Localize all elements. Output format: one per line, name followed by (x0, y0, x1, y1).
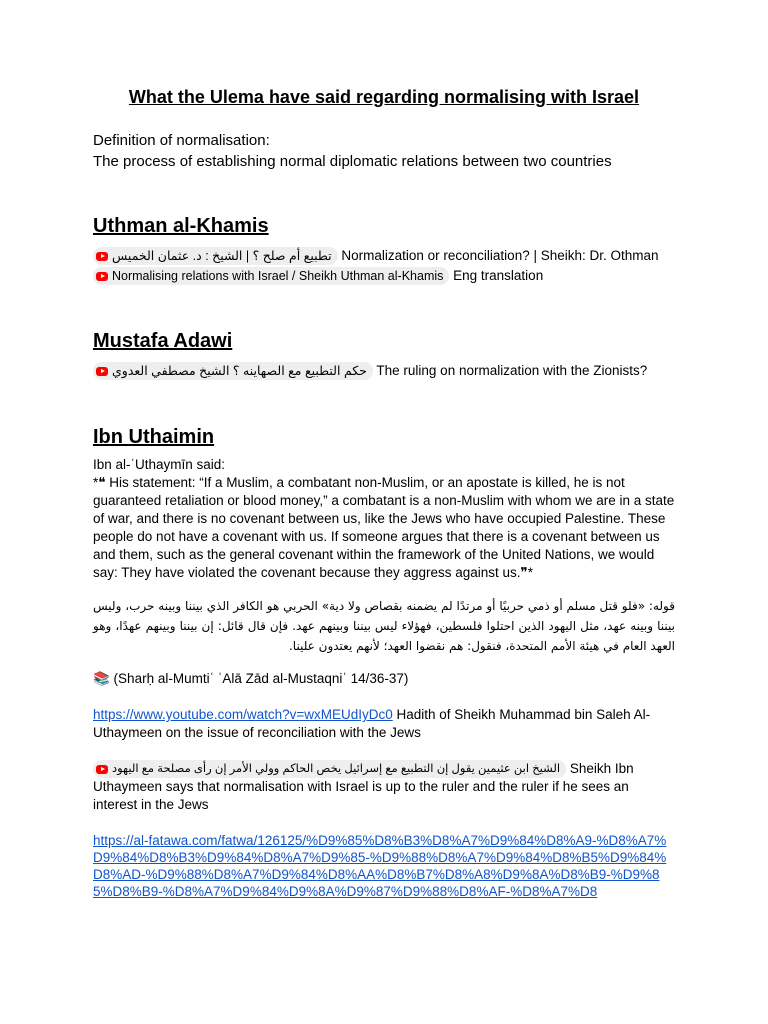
heading-uthman-al-khamis: Uthman al-Khamis (93, 215, 269, 237)
uthaimin-chip-line (93, 760, 675, 814)
uthaimin-youtube-line (93, 706, 675, 742)
uthaimin-quote-english: *❝ His statement: “If a Muslim, a combatant non-Muslim, or an apostate is killed, he is not guaranteed retaliation or blood money,” a combatant is a non-Muslim with whom we are in a state of war, and there is no covenant between us, like the Jews who have occupied Palestine. These people do not have a covenant with us. If someone argues that there is a covenant between us and them, such as the general covenant within the framework of the United Nations, we would say: They have violated the covenant because they aggress against us.❞* (93, 475, 675, 580)
definition-label: Definition of normalisation: (93, 132, 270, 149)
document-title: What the Ulema have said regarding normalising with Israel (128, 87, 640, 107)
uthaimin-source: 📚 (Sharḥ al-Mumtiʿ ʿAlā Zād al-Mustaqniʿ 14/36-37) (93, 671, 409, 686)
youtube-icon (96, 252, 108, 261)
youtube-icon (96, 367, 108, 376)
video-chip-khamis-english[interactable]: Normalising relations with Israel / Sheikh Uthman al-Khamis (93, 267, 449, 285)
khamis-link-1-description: Normalization or reconciliation? | Sheikh: Dr. Othman (337, 248, 659, 263)
definition-text: The process of establishing normal diplomatic relations between two countries (93, 153, 612, 170)
fatawa-link[interactable]: https://al-fatawa.com/fatwa/126125/%D9%85%D8%B3%D8%A7%D9%84%D8%A9-%D8%A7%D9%84%D8%B3%D9%84%D8%A7%D9%85-%D9%88%D8%A7%D9%84%D8%B5%D9%84%D8%AD-%D9%88%D8%A7%D9%84%D8%AA%D8%B7%D8%A8%D9%8A%D8%B9-%D9%85%D8%B9-%D8%A7%D9%84%D9%8A%D9%87%D9%88%D8%AF-%D8%A7%D8 (93, 833, 667, 900)
uthaimin-chip-description: Sheikh Ibn Uthaymeen says that normalisation with Israel is up to the ruler and the ruler if he sees an interest in the Jews (93, 761, 634, 813)
heading-mustafa-adawi: Mustafa Adawi (93, 330, 233, 352)
fatawa-link-line (93, 832, 675, 900)
uthaimin-said: Ibn al-ʿUthaymīn said: (93, 457, 226, 472)
khamis-link-line-2 (93, 266, 675, 286)
video-chip-uthaimin[interactable]: الشيخ ابن عثيمين يقول إن التطبيع مع إسرائيل يخص الحاكم وولي الأمر إن رأى مصلحة مع اليهود (93, 760, 566, 778)
youtube-link[interactable]: https://www.youtube.com/watch?v=wxMEUdIyDc0 (93, 707, 393, 722)
video-chip-adawi[interactable]: حكم التطبيع مع الصهاينه ؟ الشيخ مصطفي العدوي (93, 362, 373, 380)
adawi-link-description: The ruling on normalization with the Zionists? (372, 363, 648, 378)
youtube-icon (96, 272, 108, 281)
uthaimin-quote-arabic: قوله: «فلو قتل مسلم أو ذمي حربيًا أو مرتدًا لم يضمنه بقصاص ولا دية» الحربي هو الكافر الذي بيننا وبينه حرب، وليس بيننا وبينه عهد، مثل اليهود الذين احتلوا فلسطين، فهؤلاء ليس بيننا وبينهم عهد. فإن قال قائل: إن بيننا وبينهم عهدًا، وهو العهد العام في هيئة الأمم المتحدة، فنقول: هم نقضوا العهد؛ لأنهم يعتدون علينا. (93, 599, 675, 653)
khamis-link-line-1 (93, 246, 675, 266)
video-chip-khamis-arabic[interactable]: تطبيع أم صلح ؟ | الشيخ : د. عثمان الخميس (93, 247, 338, 265)
youtube-icon (96, 765, 108, 774)
document-page (93, 86, 675, 900)
khamis-link-2-description: Eng translation (449, 268, 544, 283)
adawi-link-line (93, 361, 675, 381)
youtube-link-description: Hadith of Sheikh Muhammad bin Saleh Al-Uthaymeen on the issue of reconciliation with the Jews (93, 707, 651, 740)
heading-ibn-uthaimin: Ibn Uthaimin (93, 426, 215, 448)
